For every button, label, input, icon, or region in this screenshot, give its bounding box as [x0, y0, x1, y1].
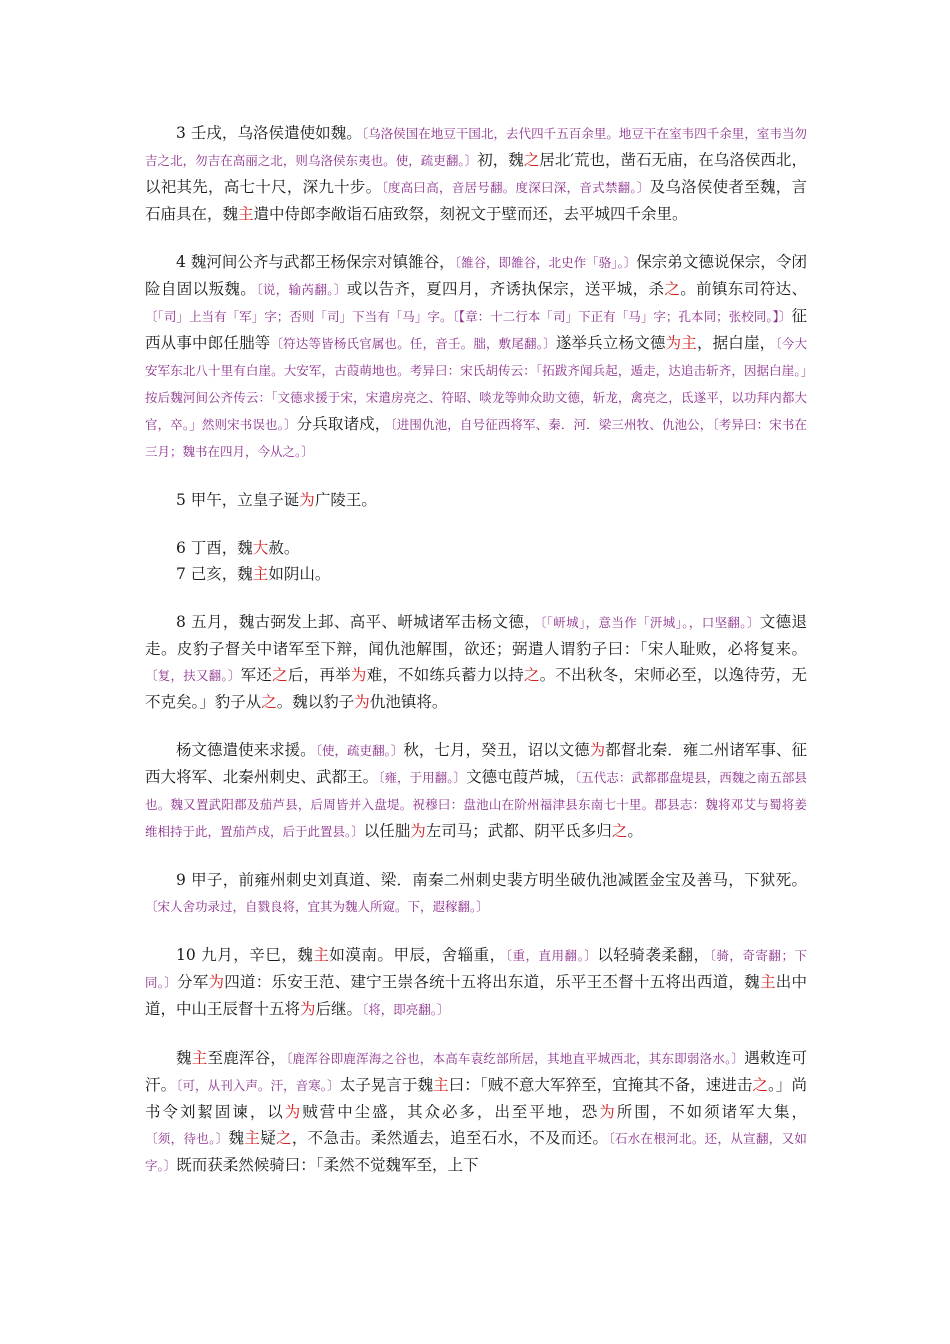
paragraph	[145, 561, 807, 587]
annotation-note: 〔将，即亮翻。〕	[362, 1002, 450, 1017]
paragraph	[145, 120, 807, 227]
main-text: 7 己亥，魏	[176, 565, 253, 583]
main-text: 初，魏	[477, 151, 524, 169]
annotation-note: 〔雍，于用翻。〕	[378, 770, 467, 785]
annotation-note: 〔进围仇池，自号征西将军、秦．河．梁三州牧、仇池公，〔考异曰：宋书在三月；魏书在四月，今从之。〕	[145, 417, 807, 459]
document-page	[145, 120, 807, 1201]
highlighted-character: 为	[300, 1000, 316, 1018]
main-text: 3 壬戌，乌洛侯遣使如魏。	[176, 124, 362, 142]
main-text: 后继。	[315, 1000, 363, 1018]
highlighted-character: 大	[252, 539, 269, 557]
main-text: 8 五月，魏古弼发上邽、高平、岍城诸军击杨文德，	[176, 613, 541, 631]
main-text: 至鹿浑谷，	[207, 1049, 287, 1067]
main-text: 以轻骑袭柔翻，	[597, 946, 710, 964]
main-text: 或以告齐，夏四月，齐诱执保宗，送平城，杀	[346, 280, 665, 298]
main-text: 文德屯葭芦城，	[466, 768, 575, 786]
main-text: 。前镇东司符达、	[680, 280, 807, 298]
main-text: 四道：乐安王范、建宁王崇各统十五将出东道，乐平王丕督十五将出西道，魏	[224, 973, 760, 991]
highlighted-character: 之	[276, 1129, 292, 1147]
annotation-note: 〔可，从刊入声。汗，音寒。〕	[176, 1078, 340, 1093]
main-text: 5 甲午，立皇子诞	[176, 491, 300, 509]
highlighted-character: 主	[191, 1049, 208, 1067]
highlighted-character: 为	[589, 741, 606, 759]
main-text: 难，不如练兵蓄力以持	[366, 666, 524, 684]
main-text: 分兵取诸戍，	[296, 415, 391, 433]
highlighted-character: 主	[433, 1076, 449, 1094]
main-text: 如阴山。	[268, 565, 331, 583]
main-text: 曰：「贼不意大军猝至，宜掩其不备，速进击	[448, 1076, 753, 1094]
main-text: 疑	[260, 1129, 277, 1147]
main-text: 遣中侍郎李敞诣石庙致祭，刻祝文于壁而还，去平城四千余里。	[253, 205, 688, 223]
main-text: 魏	[228, 1129, 245, 1147]
paragraph	[145, 487, 807, 513]
annotation-note: 〔宋人舍功录过，自戮良将，宜其为魏人所窥。下，遐稼翻。〕	[145, 899, 489, 914]
main-text: 居北′荒也，凿石无庙，在乌洛侯西北，以祀其先，高七十尺，深九十步。	[145, 151, 807, 196]
annotation-note: 〔度高曰高，音居号翻。度深曰深，音式禁翻。〕	[381, 180, 650, 195]
main-text: 如漠南。甲辰，舍辎重，	[329, 946, 506, 964]
paragraph	[145, 942, 807, 1023]
paragraph	[145, 535, 807, 561]
main-text: 6 丁酉，魏	[176, 539, 253, 557]
annotation-note: 〔乌洛侯国在地豆干国北，去代四千五百余里。地豆干在室韦四千余里，室韦当勿吉之北，勿吉在高丽之北，则乌洛侯东夷也。使，疏吏翻。〕	[145, 126, 807, 168]
main-text: 文德退走。皮豹子督关中诸军至下辩，闻仇池解围，欲还；弼遣人谓豹子曰：「宋人耻败，必将复来。	[145, 613, 807, 658]
main-text: 征西从事中郎任朏等	[145, 307, 807, 352]
highlighted-character: 主	[244, 1129, 261, 1147]
paragraph	[145, 737, 807, 845]
main-text: 4 魏河间公齐与武都王杨保宗对镇雒谷，	[176, 253, 455, 271]
main-text: ，据白崖，	[696, 334, 776, 352]
highlighted-character: 主	[313, 946, 330, 964]
annotation-note: 〔「司」上当有「军」字；否则「司」下当有「马」字。〔【章：十二行本「司」下正有「马」字；孔本同；张校同。】〕	[145, 309, 792, 324]
highlighted-character: 为	[284, 1103, 303, 1121]
main-text: 。不出秋冬，宋师必至，以逸待劳，无不克矣。」豹子从	[145, 666, 807, 711]
main-text: 保宗弟文德说保宗，令闭险自固以叛魏。	[145, 253, 807, 298]
annotation-note: 〔今大安军东北八十里有白崖。大安军，古葭萌地也。考异曰：宋氏胡传云：「拓跋齐闻兵起，遁走，达追击斩齐，因据白崖。」按后魏河间公齐传云：「文德求援于宋，宋遣房亮之、符昭、啖龙等帅众助文德，斩龙，禽亮之，氐遂平，以功拜内都大官，卒。」然则宋书误也。〕	[145, 336, 807, 432]
main-text: 赦。	[268, 539, 300, 557]
highlighted-character: 主	[252, 565, 269, 583]
main-text: 贼营中尘盛，其众必多，出至平地，恐	[302, 1103, 600, 1121]
main-text: ，不急击。柔然遁去，追至石水，不及而还。	[291, 1129, 609, 1147]
main-text: 10 九月，辛巳，魏	[176, 946, 314, 964]
highlighted-character: 之	[261, 693, 277, 711]
highlighted-character: 之	[272, 666, 288, 684]
highlighted-character: 主	[759, 973, 776, 991]
main-text: 都督北秦．雍二州诸军事、征西大将军、北秦州刺史、武都王。	[145, 741, 807, 786]
highlighted-character: 为	[299, 491, 315, 509]
main-text: 9 甲子，前雍州刺史刘真道、梁．南秦二州刺史裴方明坐破仇池减匿金宝及善马，下狱死。	[176, 871, 807, 889]
main-text: 遂举兵立杨文德	[555, 334, 666, 352]
paragraph	[145, 867, 807, 920]
annotation-note: 〔石水在根河北。还，从宣翻，又如字。〕	[145, 1131, 807, 1173]
annotation-note: 〔「岍城」，意当作「汧城」。，口坚翻。〕	[540, 615, 760, 630]
annotation-note: 〔复，扶又翻。〕	[145, 668, 241, 683]
main-text: 遇敕连可汗。	[145, 1049, 807, 1094]
annotation-note: 〔使，疏吏翻。〕	[315, 743, 404, 758]
main-text: 魏	[176, 1049, 192, 1067]
annotation-note: 〔说，输芮翻。〕	[256, 282, 347, 297]
paragraph	[145, 1045, 807, 1179]
highlighted-character: 为	[599, 1103, 617, 1121]
annotation-note: 〔符达等皆杨氏官属也。任，音壬。朏，敷尾翻。〕	[270, 336, 556, 351]
main-text: 出中道，中山王辰督十五将	[145, 973, 807, 1018]
main-text: 所围，不如须诸军大集，	[616, 1103, 807, 1121]
main-text: 既而获柔然候骑曰：「柔然不觉魏军至，上下	[176, 1156, 479, 1174]
highlighted-character: 之	[523, 666, 540, 684]
annotation-note: 〔须，待也。〕	[145, 1131, 229, 1146]
highlighted-character: 之	[752, 1076, 769, 1094]
annotation-note: 〔五代志：武都郡盘堤县，西魏之南五部县也。魏又置武阳郡及茄芦县，后周皆并入盘堤。祝穆曰：盘池山在阶州福津县东南七十里。郡县志：魏将邓艾与蜀将姜维相持于此，置茄芦戍，后于此置县。〕	[145, 770, 807, 839]
main-text: 仇池镇将。	[369, 693, 448, 711]
main-text: 军还	[240, 666, 273, 684]
annotation-note: 〔骑，奇寄翻；下同。〕	[145, 948, 807, 990]
main-text: 分军	[177, 973, 209, 991]
highlighted-character: 主	[238, 205, 254, 223]
highlighted-character: 之	[523, 151, 540, 169]
highlighted-character: 为	[354, 693, 370, 711]
highlighted-character: 为主	[665, 334, 697, 352]
main-text: 太子晃言于魏	[339, 1076, 434, 1094]
paragraph	[145, 249, 807, 465]
highlighted-character: 为	[410, 822, 426, 840]
main-text: 。」尚书令刘絜固谏，以	[145, 1076, 807, 1121]
main-text: 左司马；武都、阴平氐多归	[425, 822, 612, 840]
highlighted-character: 之	[664, 280, 681, 298]
main-text: 杨文德遣使来求援。	[176, 741, 316, 759]
main-text: 后，再举	[287, 666, 351, 684]
main-text: 。	[627, 822, 643, 840]
annotation-note: 〔鹿浑谷即鹿浑海之谷也，本高车袁纥部所居，其地直平城西北，其东即弱洛水。〕	[286, 1051, 745, 1066]
annotation-note: 〔雒谷，即雒谷，北史作「骆」。〕	[454, 255, 637, 270]
annotation-note: 〔重，直用翻。〕	[505, 948, 598, 963]
highlighted-character: 为	[208, 973, 225, 991]
main-text: 广陵王。	[314, 491, 377, 509]
paragraph	[145, 609, 807, 715]
main-text: 以任朏	[363, 822, 411, 840]
main-text: 。魏以豹子	[276, 693, 355, 711]
main-text: 秋，七月，癸丑，诏以文德	[403, 741, 590, 759]
highlighted-character: 为	[350, 666, 367, 684]
highlighted-character: 之	[611, 822, 628, 840]
main-text: 及乌洛侯使者至魏，言石庙具在，魏	[145, 178, 807, 223]
